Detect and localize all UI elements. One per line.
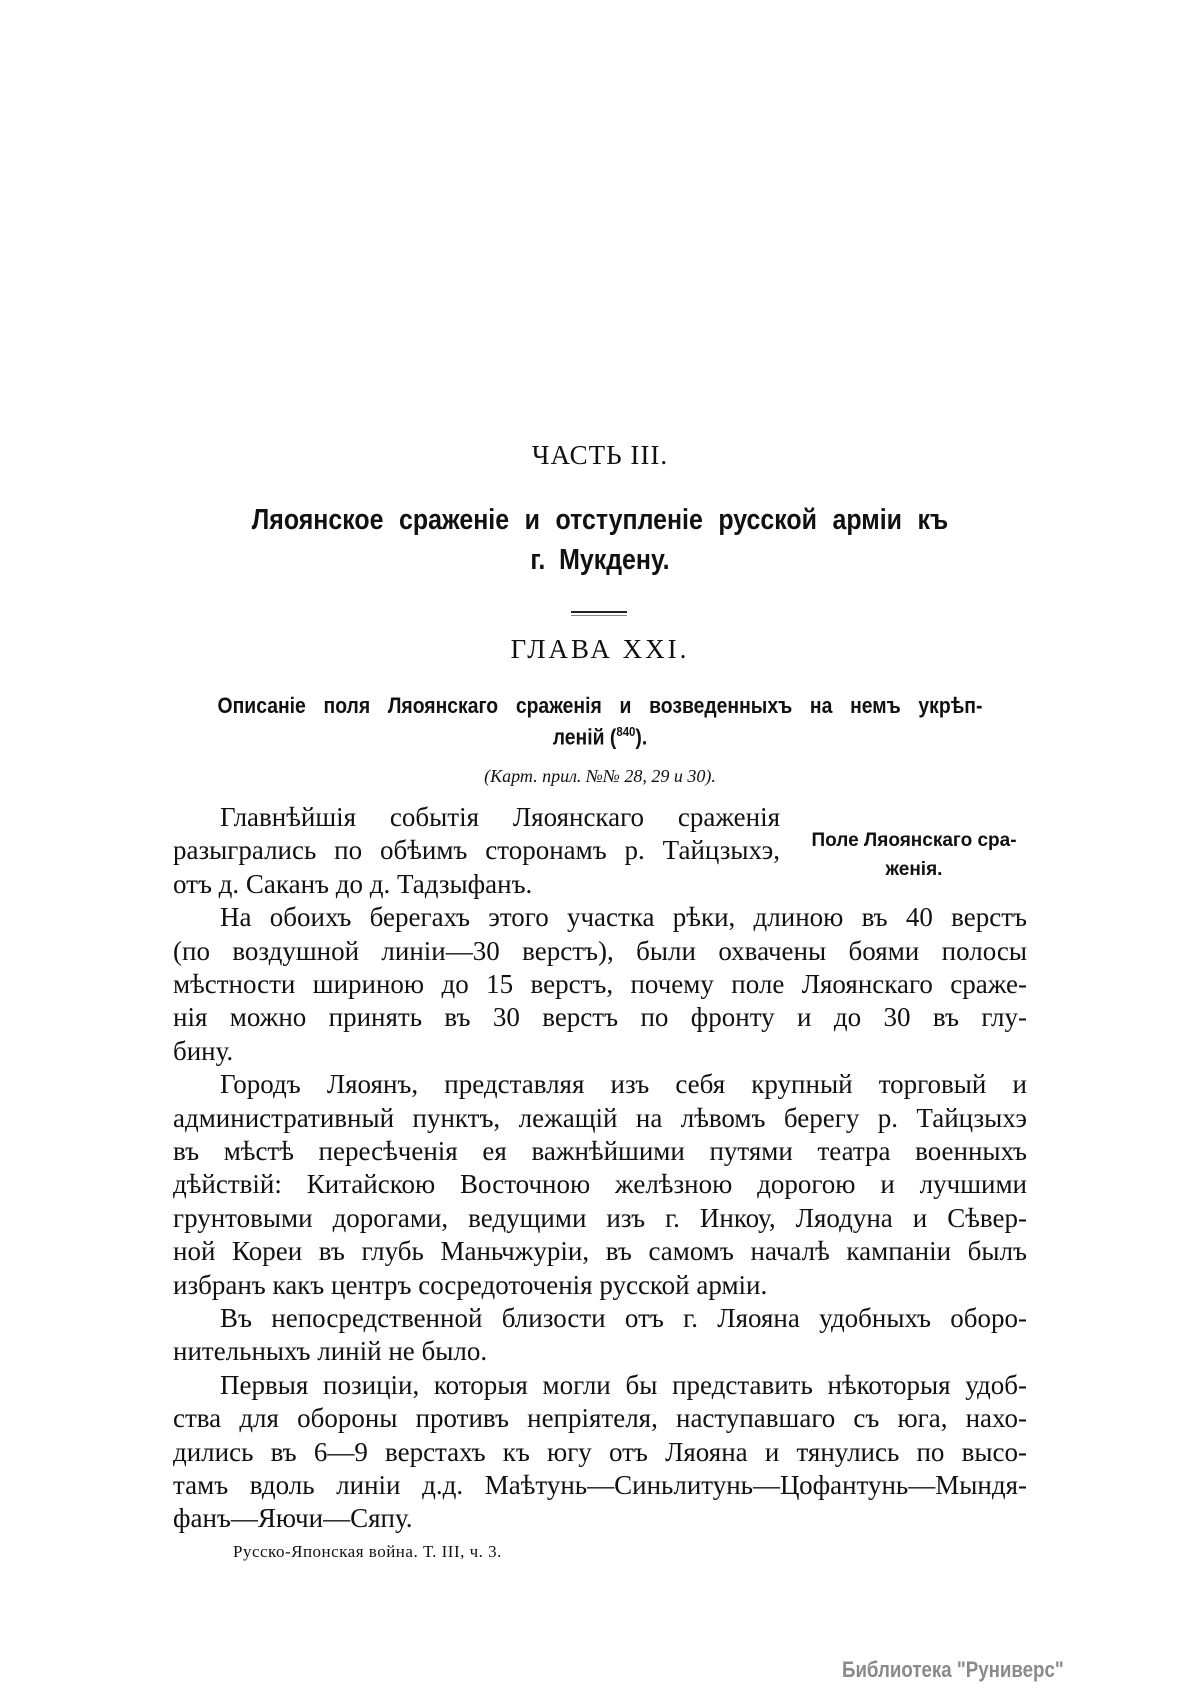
paragraph-3-line: дѣйствій: Китайскою Восточною желѣзною дорогою и лучшими [173,1169,1027,1200]
paragraph-3-line: ной Кореи въ глубь Маньчжуріи, въ самомъ началѣ кампаніи былъ [173,1236,1027,1267]
divider-rule-thin [571,615,627,616]
paragraph-2-line: (по воздушной линіи—30 верстъ), были охвачены боями полосы [173,935,1027,966]
paragraph-2-line: нія можно принять въ 30 верстъ по фронту и до 30 въ глу- [173,1002,1027,1033]
paragraph-4-line: Въ непосредственной близости отъ г. Ляояна удобныхъ оборо- [220,1303,1027,1333]
paragraph-3-line: Городъ Ляоянъ, представляя изъ себя крупный торговый и [220,1069,1027,1100]
paragraph-2-line: бину. [173,1035,234,1066]
paragraph-5-line: тамъ вдоль линіи д.д. Маѣтунь—Синьлитунь—Цофантунь—Мындя- [173,1470,1027,1500]
paragraph-5-line: дились въ 6—9 верстахъ къ югу отъ Ляояна и тянулись по высо- [173,1436,1027,1467]
margin-note-line-2: женія. [885,859,943,880]
subtitle-text: леній ( [552,724,617,750]
paragraph-2-line: На обоихъ берегахъ этого участка рѣки, длиною въ 40 верстъ [220,902,1027,933]
paragraph-4-line: нительныхъ линій не было. [173,1336,488,1367]
part-title-line-1: Ляоянское сраженіе и отступленіе русской арміи къ [251,504,949,536]
paragraph-3-line: избранъ какъ центръ сосредоточенія русской арміи. [173,1269,768,1300]
chapter-subtitle-line-2 [72,724,1128,750]
chapter-heading: ГЛАВА XXI. [510,634,690,664]
paragraph-3-line: грунтовыми дорогами, ведущими изъ г. Инкоу, Ляодуна и Сѣвер- [173,1202,1027,1233]
divider-rule [571,611,627,613]
paragraph-2-line: мѣстности шириною до 15 верстъ, почему поле Ляоянскаго сраже- [173,969,1027,999]
map-reference: (Карт. прил. №№ 28, 29 и 30). [484,766,716,786]
paragraph-5-line: ства для обороны противъ непріятеля, наступавшаго съ юга, нахо- [173,1403,1027,1434]
paragraph-1-line: разыгрались по обѣимъ сторонамъ р. Тайцзыхэ, [173,835,780,866]
subtitle-end: ). [635,724,648,750]
paragraph-5-line: Первыя позиціи, которыя могли бы представить нѣкоторыя удоб- [220,1369,1027,1400]
footnote-ref[interactable]: 840 [616,724,636,739]
paragraph-3-line: въ мѣстѣ пересѣченія ея важнѣйшими путями театра военныхъ [173,1136,1027,1166]
paragraph-1-line: Главнѣйшія событія Ляоянскаго сраженія [220,802,780,832]
signature-footer: Русско-Японская война. Т. III, ч. 3. [233,1542,502,1561]
part-heading: ЧАСТЬ III. [531,440,669,470]
library-watermark: Библиотека "Руниверс" [842,1657,1064,1682]
paragraph-5-line: фанъ—Яючи—Сяпу. [173,1503,413,1534]
part-title-line-2: г. Мукдену. [530,544,670,576]
margin-note-line-1: Поле Ляоянскаго сра- [811,830,1017,851]
chapter-subtitle-line-1: Описаніе поля Ляоянскаго сраженія и возведенныхъ на немъ укрѣп- [217,693,983,718]
paragraph-3-line: административный пунктъ, лежащій на лѣвомъ берегу р. Тайцзыхэ [173,1102,1027,1133]
paragraph-1-line: отъ д. Саканъ до д. Тадзыфанъ. [173,868,533,899]
